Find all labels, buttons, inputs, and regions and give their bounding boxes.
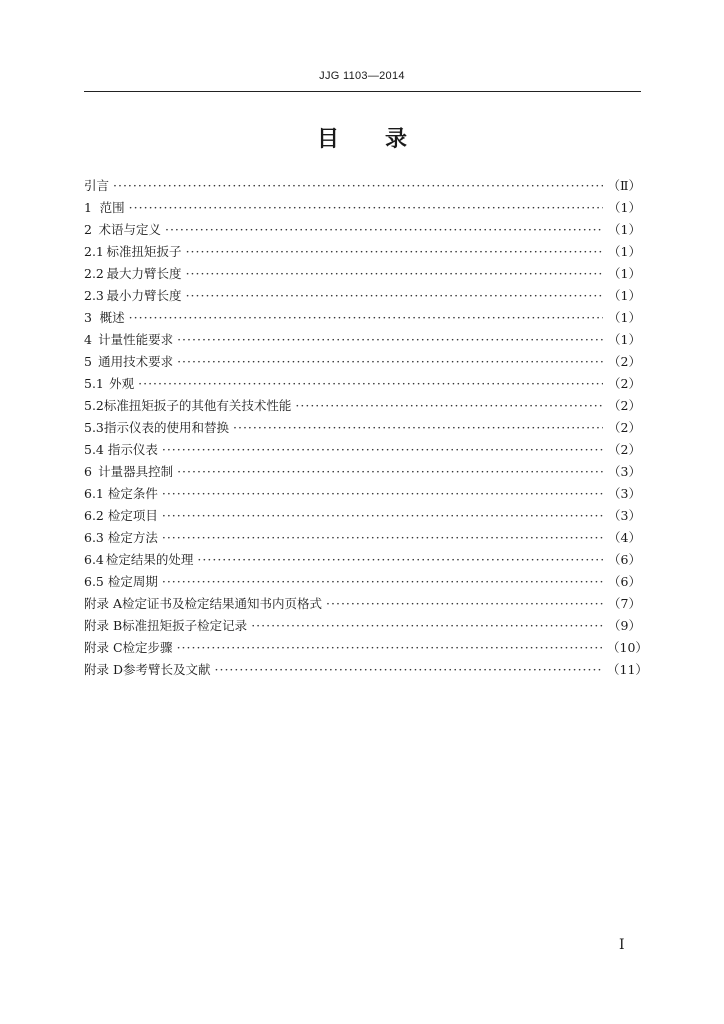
toc-entry-number: 5.3 [84,420,104,435]
toc-entry-label: 标准扭矩扳子的其他有关技术性能 [103,398,292,413]
toc-leader-dots [129,307,603,329]
toc-entry[interactable] [84,373,641,395]
toc-entry-page: （1） [608,200,641,215]
toc-leader-dots [162,527,603,549]
toc-entry-number: 2.1 [84,244,104,259]
toc-entry[interactable] [84,307,641,329]
toc-leader-dots [162,483,603,505]
toc-entry-page: （3） [608,508,641,523]
toc-entry[interactable] [84,241,641,263]
toc-entry[interactable] [84,615,641,637]
toc-entry-page: （9） [608,618,641,633]
toc-leader-dots [215,659,603,681]
running-header: JJG 1103—2014 [319,70,405,82]
toc-entry-page: （10） [607,640,648,655]
toc-entry-label: 引言 [84,178,110,193]
toc-entry[interactable] [84,351,641,373]
toc-entry-page: （1） [608,332,641,347]
toc-leader-dots [129,197,603,219]
toc-entry-number: 5.4 [84,442,104,457]
toc-entry-number: 6.3 [84,530,104,545]
toc-entry-number: 2.2 [84,266,104,281]
title-char-left: 目 [316,126,339,152]
toc-entry[interactable] [84,461,641,483]
toc-entry-number: 附录 B [84,618,123,633]
toc-entry-number: 3 [84,310,92,325]
toc-entry[interactable] [84,417,641,439]
toc-leader-dots [186,285,603,307]
toc-entry-page: （3） [608,464,641,479]
header-rule [84,91,641,92]
toc-entry-number: 5.2 [84,398,104,413]
toc-entry-page: （6） [608,552,641,567]
toc-entry[interactable] [84,527,641,549]
toc-entry-label: 检定证书及检定结果通知书内页格式 [122,596,323,611]
toc-entry-label: 检定方法 [107,530,158,545]
toc-entry-number: 4 [84,332,92,347]
toc-leader-dots [186,263,603,285]
toc-entry-label: 标准扭矩扳子 [106,244,182,259]
toc-entry-label: 标准扭矩扳子检定记录 [122,618,248,633]
toc-entry-page: （1） [608,266,641,281]
toc-entry[interactable] [84,395,641,417]
toc-entry[interactable] [84,263,641,285]
toc-leader-dots [113,175,603,197]
toc-entry[interactable] [84,329,641,351]
toc-entry[interactable] [84,483,641,505]
toc-entry[interactable] [84,637,648,659]
toc-entry-number: 6.5 [84,574,104,589]
toc-entry-page: （1） [608,310,641,325]
toc-entry-label: 参考臂长及文献 [123,662,211,677]
toc-entry-label: 指示仪表 [107,442,158,457]
toc-entry-page: （7） [608,596,641,611]
toc-entry-label: 检定条件 [107,486,158,501]
toc-leader-dots [197,549,603,571]
toc-entry-number: 1 [84,200,92,215]
toc-leader-dots [162,439,603,461]
toc-leader-dots [295,395,603,417]
toc-entry-number: 6.1 [84,486,104,501]
toc-leader-dots [177,461,603,483]
toc-leader-dots [326,593,603,615]
toc-entry-page: （3） [608,486,641,501]
toc-leader-dots [138,373,603,395]
toc-entry-page: （1） [608,222,641,237]
toc-entry-page: （2） [608,354,641,369]
toc-entry[interactable] [84,659,648,681]
toc-entry-page: （1） [608,244,641,259]
toc-entry-label: 指示仪表的使用和替换 [103,420,229,435]
toc-leader-dots [162,505,603,527]
toc-entry-label: 最小力臂长度 [106,288,182,303]
toc-leader-dots [177,351,603,373]
toc-entry-number: 2.3 [84,288,104,303]
toc-entry-label: 计量性能要求 [98,332,174,347]
toc-entry-label: 计量器具控制 [98,464,174,479]
toc-entry-label: 通用技术要求 [98,354,174,369]
toc-leader-dots [162,571,603,593]
toc-entry-label: 外观 [109,376,135,391]
toc-entry-label: 检定结果的处理 [105,552,194,567]
toc-leader-dots [186,241,603,263]
toc-entry-label: 概述 [99,310,125,325]
toc-entry-page: （2） [608,442,641,457]
toc-entry-page: （2） [608,398,641,413]
toc-entry-number: 5 [84,354,92,369]
toc-entry[interactable] [84,175,641,197]
toc-entry-page: （Ⅱ） [607,178,641,193]
toc-leader-dots [165,219,603,241]
toc-entry-number: 附录 A [84,596,123,611]
table-of-contents [84,175,648,681]
toc-entry[interactable] [84,439,641,461]
page-title [0,122,724,153]
page-number: I [619,937,625,953]
toc-entry-label: 最大力臂长度 [106,266,182,281]
toc-entry-page: （4） [608,530,641,545]
toc-entry[interactable] [84,197,641,219]
toc-entry-number: 5.1 [84,376,104,391]
toc-leader-dots [177,637,603,659]
toc-entry-number: 2 [84,222,92,237]
toc-entry-label: 检定项目 [107,508,158,523]
toc-entry[interactable] [84,219,641,241]
toc-entry[interactable] [84,505,641,527]
toc-entry-label: 检定周期 [107,574,158,589]
toc-entry[interactable] [84,549,641,571]
toc-entry[interactable] [84,571,641,593]
toc-entry-page: （2） [608,376,641,391]
title-char-right: 录 [385,126,408,152]
toc-entry-number: 6.4 [84,552,104,567]
toc-entry-label: 范围 [99,200,125,215]
toc-entry-page: （1） [608,288,641,303]
toc-entry-page: （6） [608,574,641,589]
toc-leader-dots [251,615,603,637]
toc-entry-number: 附录 D [84,662,123,677]
toc-entry[interactable] [84,285,641,307]
toc-entry-number: 6.2 [84,508,104,523]
toc-entry-label: 检定步骤 [122,640,173,655]
toc-entry[interactable] [84,593,641,615]
toc-entry-number: 6 [84,464,92,479]
toc-entry-page: （11） [607,662,648,677]
toc-leader-dots [233,417,603,439]
toc-entry-number: 附录 C [84,640,123,655]
toc-entry-label: 术语与定义 [98,222,161,237]
toc-leader-dots [177,329,603,351]
toc-entry-page: （2） [608,420,641,435]
